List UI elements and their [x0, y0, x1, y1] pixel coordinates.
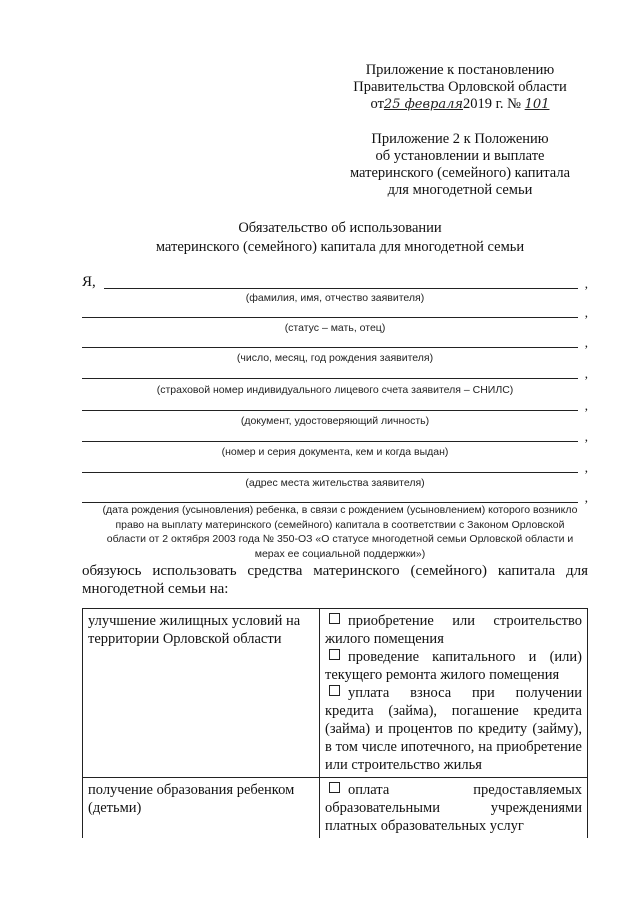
- fill-line: [82, 317, 578, 318]
- field-child-birth-date[interactable]: [82, 485, 588, 503]
- option-label: оплата предоставляемых образовательными учреждениями платных образовательных услуг: [325, 782, 582, 834]
- comma: ,: [584, 305, 588, 320]
- fill-line: [82, 347, 578, 348]
- header-date-line: [330, 96, 590, 113]
- caption-birth-date: (число, месяц, год рождения заявителя): [236, 352, 434, 364]
- options-education: [320, 778, 588, 839]
- option-item[interactable]: [325, 781, 582, 835]
- option-item[interactable]: [325, 684, 582, 774]
- lead-pronoun: Я,: [82, 274, 96, 290]
- field-status[interactable]: [82, 300, 588, 318]
- option-label: приобретение или строительство жилого помещения: [325, 613, 582, 647]
- header-appendix-2: [330, 131, 590, 199]
- option-item[interactable]: [325, 612, 582, 648]
- caption-child-birth-date: (дата рождения (усыновления) ребенка, в связи с рождением (усыновлением) которого возникло право на выплату материнского (семейного) капитала в соответствии с Законом Орловской области от 2 октября 2003 года № 350-ОЗ «О статусе многодетной семьи Орловской области и мерах ее социальной поддержки»): [102, 504, 578, 560]
- appendix2-line-4: для многодетной семьи: [387, 182, 533, 198]
- field-document-details[interactable]: [82, 424, 588, 442]
- table-row: [83, 609, 588, 778]
- appendix2-line-3: материнского (семейного) капитала: [349, 165, 571, 181]
- field-snils[interactable]: [82, 361, 588, 379]
- fill-line: [82, 410, 578, 411]
- header-appendix: [330, 62, 590, 113]
- checkbox-icon[interactable]: [329, 782, 340, 793]
- fill-line: [82, 441, 578, 442]
- comma: ,: [584, 276, 588, 291]
- comma: ,: [584, 398, 588, 413]
- comma: ,: [584, 490, 588, 505]
- obligation-text: обязуюсь использовать средства материнского (семейного) капитала для многодетной семьи на:: [82, 563, 588, 597]
- appendix2-line-1: Приложение 2 к Положению: [371, 131, 549, 147]
- option-item[interactable]: [325, 648, 582, 684]
- comma: ,: [584, 429, 588, 444]
- field-full-name[interactable]: [82, 271, 588, 289]
- handwritten-date: 25 февраля: [383, 97, 463, 112]
- field-birth-date[interactable]: [82, 330, 588, 348]
- date-year: 2019 г. №: [463, 96, 522, 112]
- checkbox-icon[interactable]: [329, 685, 340, 696]
- checkbox-icon[interactable]: [329, 613, 340, 624]
- purpose-education: получение образования ребенком (детьми): [83, 778, 320, 839]
- purpose-housing: улучшение жилищных условий на территории Орловской области: [83, 609, 320, 778]
- option-label: уплата взноса при получении кредита (займа), погашение кредита (займа) и процентов по кредиту (займу), в том числе ипотечного, на приобретение или строительство жилья: [325, 685, 582, 773]
- options-housing: [320, 609, 588, 778]
- comma: ,: [584, 366, 588, 381]
- field-address[interactable]: [82, 455, 588, 473]
- handwritten-number: 101: [524, 97, 550, 112]
- fill-line: [82, 472, 578, 473]
- title-line-2: материнского (семейного) капитала для многодетной семьи: [155, 239, 525, 255]
- fill-line: [82, 378, 578, 379]
- caption-document-details: (номер и серия документа, кем и когда выдан): [221, 446, 449, 458]
- purposes-table: [82, 608, 588, 838]
- title-line-1: Обязательство об использовании: [238, 220, 442, 236]
- comma: ,: [584, 335, 588, 350]
- caption-address: (адрес места жительства заявителя): [245, 477, 425, 489]
- document-title: [100, 219, 580, 257]
- fill-line: [104, 288, 578, 289]
- field-id-document[interactable]: [82, 393, 588, 411]
- caption-full-name: (фамилия, имя, отчество заявителя): [245, 292, 425, 304]
- header-line-1: Приложение к постановлению: [365, 62, 555, 78]
- comma: ,: [584, 460, 588, 475]
- appendix2-line-2: об установлении и выплате: [375, 148, 545, 164]
- date-prefix: от: [370, 96, 384, 112]
- table-row: [83, 778, 588, 839]
- checkbox-icon[interactable]: [329, 649, 340, 660]
- header-line-2: Правительства Орловской области: [353, 79, 567, 95]
- caption-id-document: (документ, удостоверяющий личность): [240, 415, 430, 427]
- option-label: проведение капитального и (или) текущего ремонта жилого помещения: [325, 649, 582, 683]
- caption-status: (статус – мать, отец): [284, 322, 386, 334]
- caption-snils: (страховой номер индивидуального лицевого счета заявителя – СНИЛС): [156, 384, 514, 396]
